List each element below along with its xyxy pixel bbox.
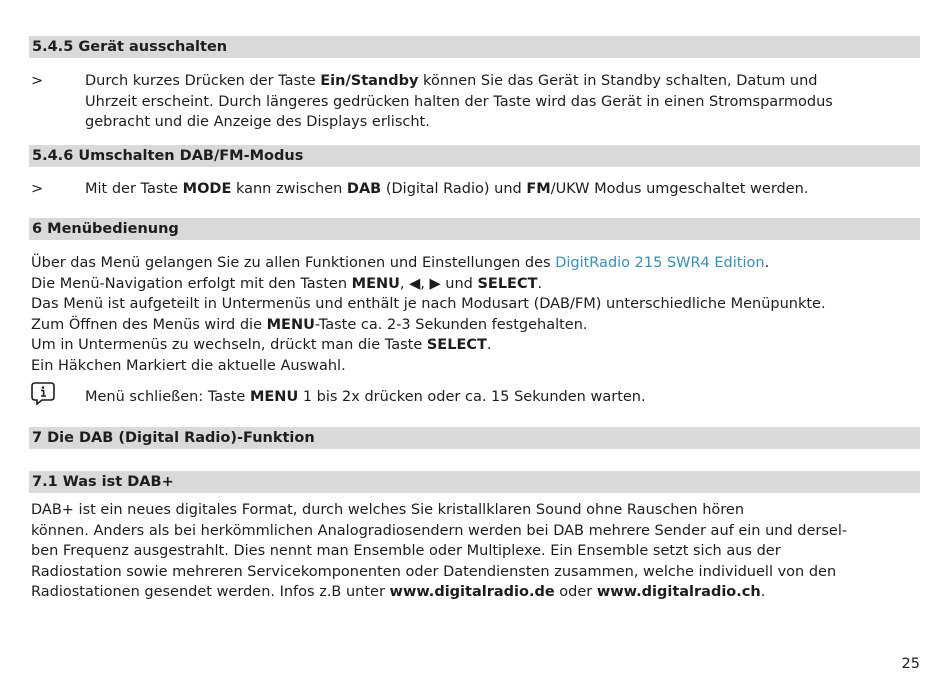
- bullet-marker: >: [31, 73, 44, 89]
- info-icon: [30, 381, 56, 405]
- section-heading-6: 6 Menübedienung: [29, 218, 920, 240]
- link-digitalradio-de: www.digitalradio.de: [389, 584, 555, 600]
- section-heading-7-1: 7.1 Was ist DAB+: [29, 471, 920, 493]
- paragraph-line: Durch kurzes Drücken der Taste Ein/Standby können Sie das Gerät in Standby schalten, Datum und: [85, 73, 818, 89]
- paragraph-line: Um in Untermenüs zu wechseln, drückt man die Taste SELECT.: [31, 337, 492, 353]
- paragraph-line: ben Frequenz ausgestrahlt. Dies nennt man Ensemble oder Multiplexe. Ein Ensemble setzt sich aus der: [31, 543, 781, 559]
- page-number: 25: [901, 656, 920, 672]
- paragraph-line: Die Menü-Navigation erfolgt mit den Tasten MENU, ◀, ▶ und SELECT.: [31, 275, 543, 292]
- paragraph-line: Uhrzeit erscheint. Durch längeres gedrücken halten der Taste wird das Gerät in einen Stromsparmodus: [85, 93, 833, 110]
- paragraph-line: Zum Öffnen des Menüs wird die MENU-Taste ca. 2-3 Sekunden festgehalten.: [31, 316, 588, 333]
- product-name: DigitRadio 215 SWR4 Edition: [555, 255, 765, 271]
- paragraph-line: Radiostationen gesendet werden. Infos z.B unter www.digitalradio.de oder www.digitalradio.ch.: [31, 584, 766, 600]
- arrow-right-icon: ▶: [429, 275, 441, 292]
- paragraph-line: Mit der Taste MODE kann zwischen DAB (Digital Radio) und FM/UKW Modus umgeschaltet werden.: [85, 181, 809, 197]
- paragraph-line: Ein Häkchen Markiert die aktuelle Auswahl.: [31, 357, 346, 374]
- paragraph-line: Radiostation sowie mehreren Servicekomponenten oder Datendiensten zusammen, welche individuell von den: [31, 563, 837, 580]
- section-heading-7: 7 Die DAB (Digital Radio)-Funktion: [29, 427, 920, 449]
- paragraph-line: Über das Menü gelangen Sie zu allen Funktionen und Einstellungen des DigitRadio 215 SWR4 Edition.: [31, 255, 770, 271]
- link-digitalradio-ch: www.digitalradio.ch: [596, 584, 761, 600]
- paragraph-line: DAB+ ist ein neues digitales Format, durch welches Sie kristallklaren Sound ohne Rauschen hören: [31, 502, 745, 518]
- bullet-marker: >: [31, 181, 44, 197]
- paragraph-line: können. Anders als bei herkömmlichen Analogradiosendern werden bei DAB mehrere Sender auf ein und dersel-: [31, 522, 848, 539]
- paragraph-line: Das Menü ist aufgeteilt in Untermenüs und enthält je nach Modusart (DAB/FM) unterschiedliche Menüpunkte.: [31, 296, 826, 312]
- paragraph-line: gebracht und die Anzeige des Displays erlischt.: [85, 114, 430, 130]
- section-heading-5-4-6: 5.4.6 Umschalten DAB/FM-Modus: [29, 145, 920, 167]
- arrow-left-icon: ◀: [409, 275, 421, 292]
- info-note: Menü schließen: Taste MENU 1 bis 2x drücken oder ca. 15 Sekunden warten.: [85, 389, 646, 405]
- section-heading-5-4-5: 5.4.5 Gerät ausschalten: [29, 36, 920, 58]
